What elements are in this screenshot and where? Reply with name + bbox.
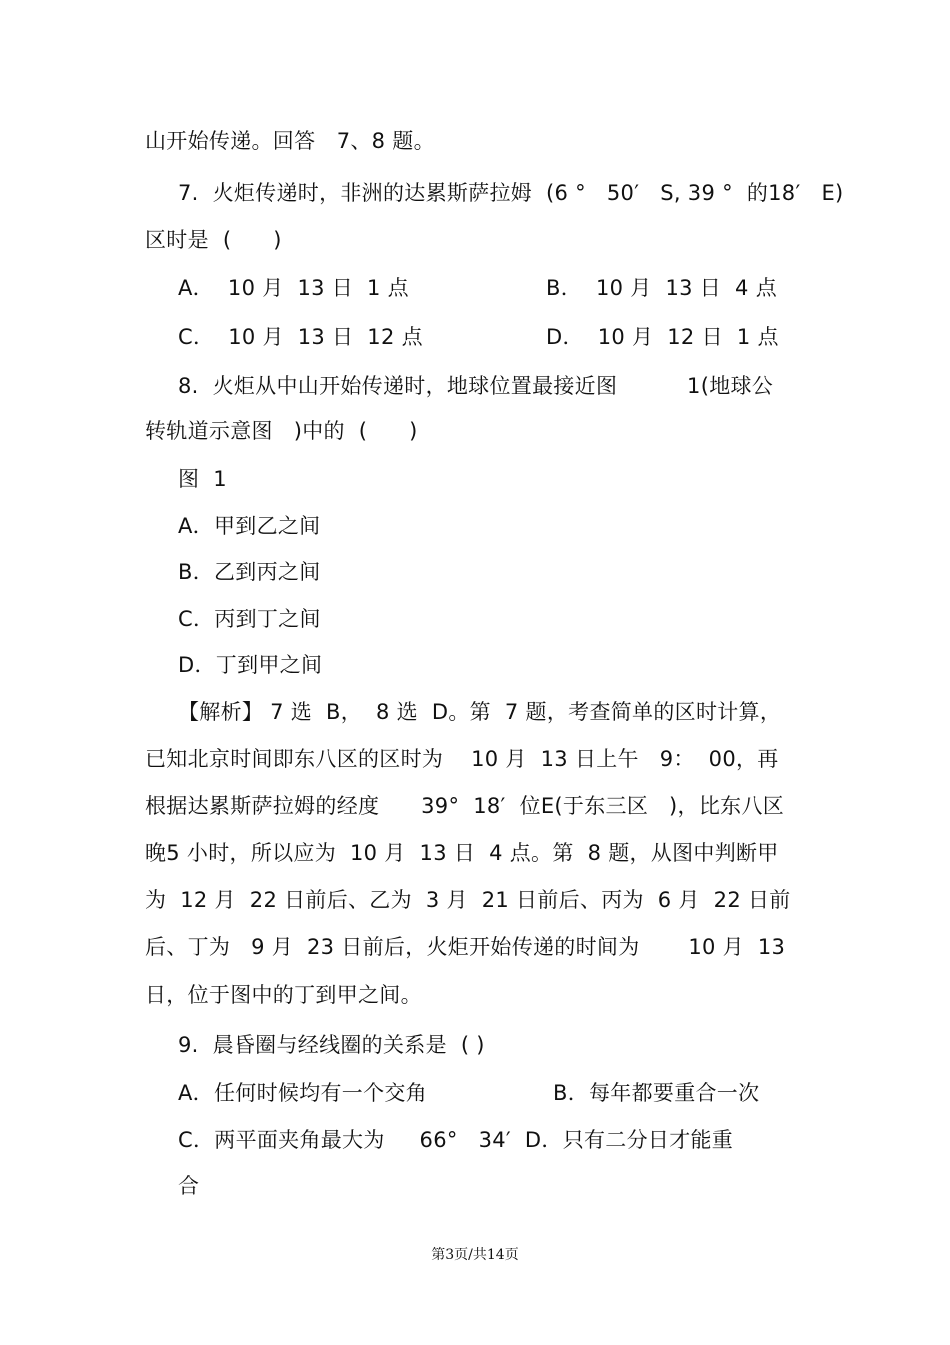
analysis-line1: 【解析】 7 选 B， 8 选 D。第 7 题，考查简单的区时计算， — [178, 700, 782, 724]
q8-option-c: C．丙到丁之间 — [178, 607, 321, 631]
q7-option-a: A． 10 月 13 日 1 点 — [178, 276, 409, 300]
q9-option-b: B．每年都要重合一次 — [553, 1081, 760, 1105]
q9-option-c-and-d: C．两平面夹角最大为 66° 34′ D．只有二分日才能重 — [178, 1128, 734, 1152]
q8-option-b: B．乙到丙之间 — [178, 560, 321, 584]
analysis-line6: 后、丁为 9 月 23 日前后，火炬开始传递的时间为 10 月 13 — [145, 935, 786, 959]
q9-stem: 9. 晨昏圈与经线圈的关系是 ( ) — [178, 1033, 485, 1057]
q8-stem-line2: 转轨道示意图 )中的 ( ) — [145, 419, 418, 443]
analysis-line2: 已知北京时间即东八区的区时为 10 月 13 日上午 9： 00，再 — [145, 747, 779, 771]
q7-option-c: C． 10 月 13 日 12 点 — [178, 325, 423, 349]
analysis-line5: 为 12 月 22 日前后、乙为 3 月 21 日前后、丙为 6 月 22 日前 — [145, 888, 791, 912]
q7-option-d: D． 10 月 12 日 1 点 — [546, 325, 779, 349]
q7-option-b: B． 10 月 13 日 4 点 — [546, 276, 777, 300]
page-footer: 第3页/共14页 — [431, 1247, 519, 1263]
q9-option-a: A．任何时候均有一个交角 — [178, 1081, 427, 1105]
q8-stem-line1: 8. 火炬从中山开始传递时，地球位置最接近图 1(地球公 — [178, 374, 774, 398]
q8-option-d: D．丁到甲之间 — [178, 653, 323, 677]
q7-stem-line1: 7. 火炬传递时，非洲的达累斯萨拉姆 (6 ° 50′ S, 39 ° 的18′ E) — [178, 181, 844, 205]
q9-option-d-wrap: 合 — [178, 1174, 200, 1198]
q7-stem-line2: 区时是 ( ) — [145, 228, 282, 252]
analysis-line3: 根据达累斯萨拉姆的经度 39° 18′ 位E(于东三区 )，比东八区 — [145, 794, 785, 818]
analysis-line7: 日，位于图中的丁到甲之间。 — [145, 983, 422, 1007]
q8-option-a: A．甲到乙之间 — [178, 514, 321, 538]
intro-tail-line: 山开始传递。回答 7、8 题。 — [145, 129, 435, 153]
q8-figure-label: 图 1 — [178, 467, 227, 491]
analysis-line4: 晚5 小时，所以应为 10 月 13 日 4 点。第 8 题，从图中判断甲 — [145, 841, 779, 865]
